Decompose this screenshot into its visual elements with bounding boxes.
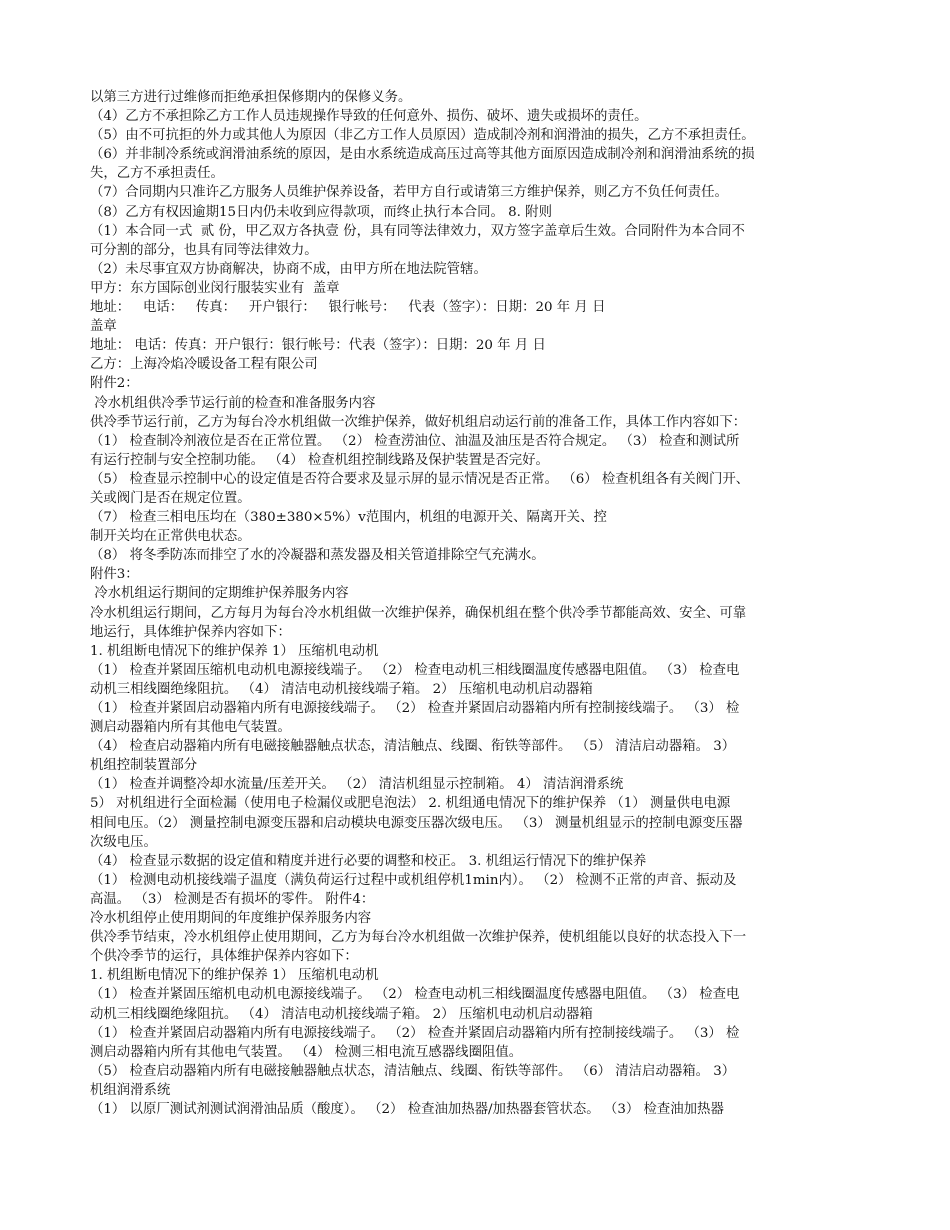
text-line: （1）本合同一式 贰 份，甲乙双方各执壹 份，具有同等法律效力，双方签字盖章后生效。合同附件为本合同不 <box>90 223 745 239</box>
text-line: （8） 将冬季防冻而排空了水的冷凝器和蒸发器及相关管道排除空气充满水。 <box>90 548 545 564</box>
text-line: 甲方：东方国际创业闵行服装实业有 盖章 <box>90 280 340 296</box>
text-line: 机组润滑系统 <box>90 1082 171 1098</box>
text-line: （1） 检查并紧固启动器箱内所有电源接线端子。 （2） 检查并紧固启动器箱内所有控制接线端子。 （3） 检 <box>90 1025 740 1041</box>
text-line: 个供冷季节的运行，具体维护保养内容如下： <box>90 949 358 965</box>
text-line: 相间电压。（2） 测量控制电源变压器和启动模块电源变压器次级电压。 （3） 测量机组显示的控制电源变压器 <box>90 815 743 831</box>
text-line: 附件2： <box>90 376 139 392</box>
text-line: 次级电压。 <box>90 834 157 850</box>
text-line: （7）合同期内只准许乙方服务人员维护保养设备，若甲方自行或请第三方维护保养，则乙方不负任何责任。 <box>90 185 728 201</box>
text-line: （1） 检查制冷剂液位是否在正常位置。 （2） 检查涝油位、油温及油压是否符合规定。 （3） 检查和测试所 <box>90 433 740 449</box>
text-line: 有运行控制与安全控制功能。 （4） 检查机组控制线路及保护装置是否完好。 <box>90 452 549 468</box>
text-line: 附件3： <box>90 567 139 583</box>
text-line: （2）未尽事宜双方协商解决，协商不成，由甲方所在地法院管辖。 <box>90 261 487 277</box>
text-line: 1. 机组断电情况下的维护保养 1） 压缩机电动机 <box>90 968 379 984</box>
text-line: 冷水机组运行期间，乙方每月为每台冷水机组做一次维护保养，确保机组在整个供冷季节都能高效、安全、可靠 <box>90 605 747 621</box>
text-line: （1） 检测电动机接线端子温度（满负荷运行过程中或机组停机1min内）。 （2） 检测不正常的声音、振动及 <box>90 872 737 888</box>
text-line: （4） 检查启动器箱内所有电磁接触器触点状态，清洁触点、线圈、衔铁等部件。 （5） 清洁启动器箱。 3） <box>90 739 736 755</box>
text-line: 1. 机组断电情况下的维护保养 1） 压缩机电动机 <box>90 643 379 659</box>
text-line: 供冷季节运行前，乙方为每台冷水机组做一次维护保养，做好机组启动运行前的准备工作，具体工作内容如下： <box>90 414 747 430</box>
text-line: （1） 检查并调整冷却水流量/压差开关。 （2） 清洁机组显示控制箱。 4） 清洁润滑系统 <box>90 777 624 793</box>
text-line: （5）由不可抗拒的外力或其他人为原因（非乙方工作人员原因）造成制冷剂和润滑油的损失，乙方不承担责任。 <box>90 128 755 144</box>
text-line: 测启动器箱内所有其他电气装置。 （4） 检测三相电流互感器线圈阻值。 <box>90 1044 523 1060</box>
text-line: （5） 检查显示控制中心的设定值是否符合要求及显示屏的显示情况是否正常。 （6） 检查机组各有关阀门开、 <box>90 471 750 487</box>
text-line: （5） 检查启动器箱内所有电磁接触器触点状态，清洁触点、线圈、衔铁等部件。 （6） 清洁启动器箱。 3） <box>90 1063 736 1079</box>
text-line: 冷水机组运行期间的定期维护保养服务内容 <box>90 586 349 602</box>
text-line: 制开关均在正常供电状态。 <box>90 529 251 545</box>
text-line: 机组控制装置部分 <box>90 758 198 774</box>
text-line: 地址： 电话：传真：开户银行：银行帐号：代表（签字）：日期：20 年 月 日 <box>90 338 546 354</box>
text-line: （4） 检查显示数据的设定值和精度并进行必要的调整和校正。 3. 机组运行情况下的维护保养 <box>90 853 647 869</box>
text-line: 盖章 <box>90 319 117 335</box>
text-line: 5） 对机组进行全面检漏（使用电子检漏仪或肥皂泡法） 2. 机组通电情况下的维护保养 （1） 测量供电电源 <box>90 796 731 812</box>
text-line: （8）乙方有权因逾期15日内仍未收到应得款项，而终止执行本合同。 8. 附则 <box>90 204 552 220</box>
text-line: （7） 检查三相电压均在（380±380×5%）v范围内，机组的电源开关、隔离开关、控 <box>90 510 607 526</box>
text-line: 以第三方进行过维修而拒绝承担保修期内的保修义务。 <box>90 90 412 105</box>
text-line: 供冷季节结束，冷水机组停止使用期间，乙方为每台冷水机组做一次维护保养，使机组能以良好的状态投入下一 <box>90 930 747 946</box>
text-line: 地运行，具体维护保养内容如下： <box>90 624 291 640</box>
document-page <box>90 88 862 1119</box>
text-line: 失，乙方不承担责任。 <box>90 166 224 182</box>
text-line: （6）并非制冷系统或润滑油系统的原因，是由水系统造成高压过高等其他方面原因造成制冷剂和润滑油系统的损 <box>90 147 755 163</box>
text-line: 关或阀门是否在规定位置。 <box>90 490 251 506</box>
text-line: 冷水机组停止使用期间的年度维护保养服务内容 <box>90 911 372 927</box>
text-line: （1） 检查并紧固启动器箱内所有电源接线端子。 （2） 检查并紧固启动器箱内所有控制接线端子。 （3） 检 <box>90 701 740 716</box>
text-line: 地址： 电话： 传真： 开户银行： 银行帐号： 代表（签字）：日期：20 年 月 日 <box>90 300 606 316</box>
text-line: 动机三相线圈绝缘阻抗。 （4） 清洁电动机接线端子箱。 2） 压缩机电动机启动器箱 <box>90 1006 593 1022</box>
text-line: （4）乙方不承担除乙方工作人员违规操作导致的任何意外、损伤、破坏、遗失或损坏的责任。 <box>90 109 648 125</box>
text-line: 可分割的部分，也具有同等法律效力。 <box>90 242 318 258</box>
text-line: 动机三相线圈绝缘阻抗。 （4） 清洁电动机接线端子箱。 2） 压缩机电动机启动器箱 <box>90 681 593 697</box>
text-line: （1） 以原厂测试剂测试润滑油品质（酸度）。 （2） 检查油加热器/加热器套管状态。 （3） 检查油加热器 <box>90 1101 724 1117</box>
text-line: 乙方：上海冷焰冷暖设备工程有限公司 <box>90 357 318 373</box>
text-line: （1） 检查并紧固压缩机电动机电源接线端子。 （2） 检查电动机三相线圈温度传感器电阻值。 （3） 检查电 <box>90 662 740 678</box>
text-line: 测启动器箱内所有其他电气装置。 <box>90 720 291 736</box>
text-line: 高温。 （3） 检测是否有损坏的零件。 附件4： <box>90 891 375 907</box>
text-line: （1） 检查并紧固压缩机电动机电源接线端子。 （2） 检查电动机三相线圈温度传感器电阻值。 （3） 检查电 <box>90 987 740 1003</box>
text-line: 冷水机组供冷季节运行前的检查和准备服务内容 <box>90 395 376 411</box>
